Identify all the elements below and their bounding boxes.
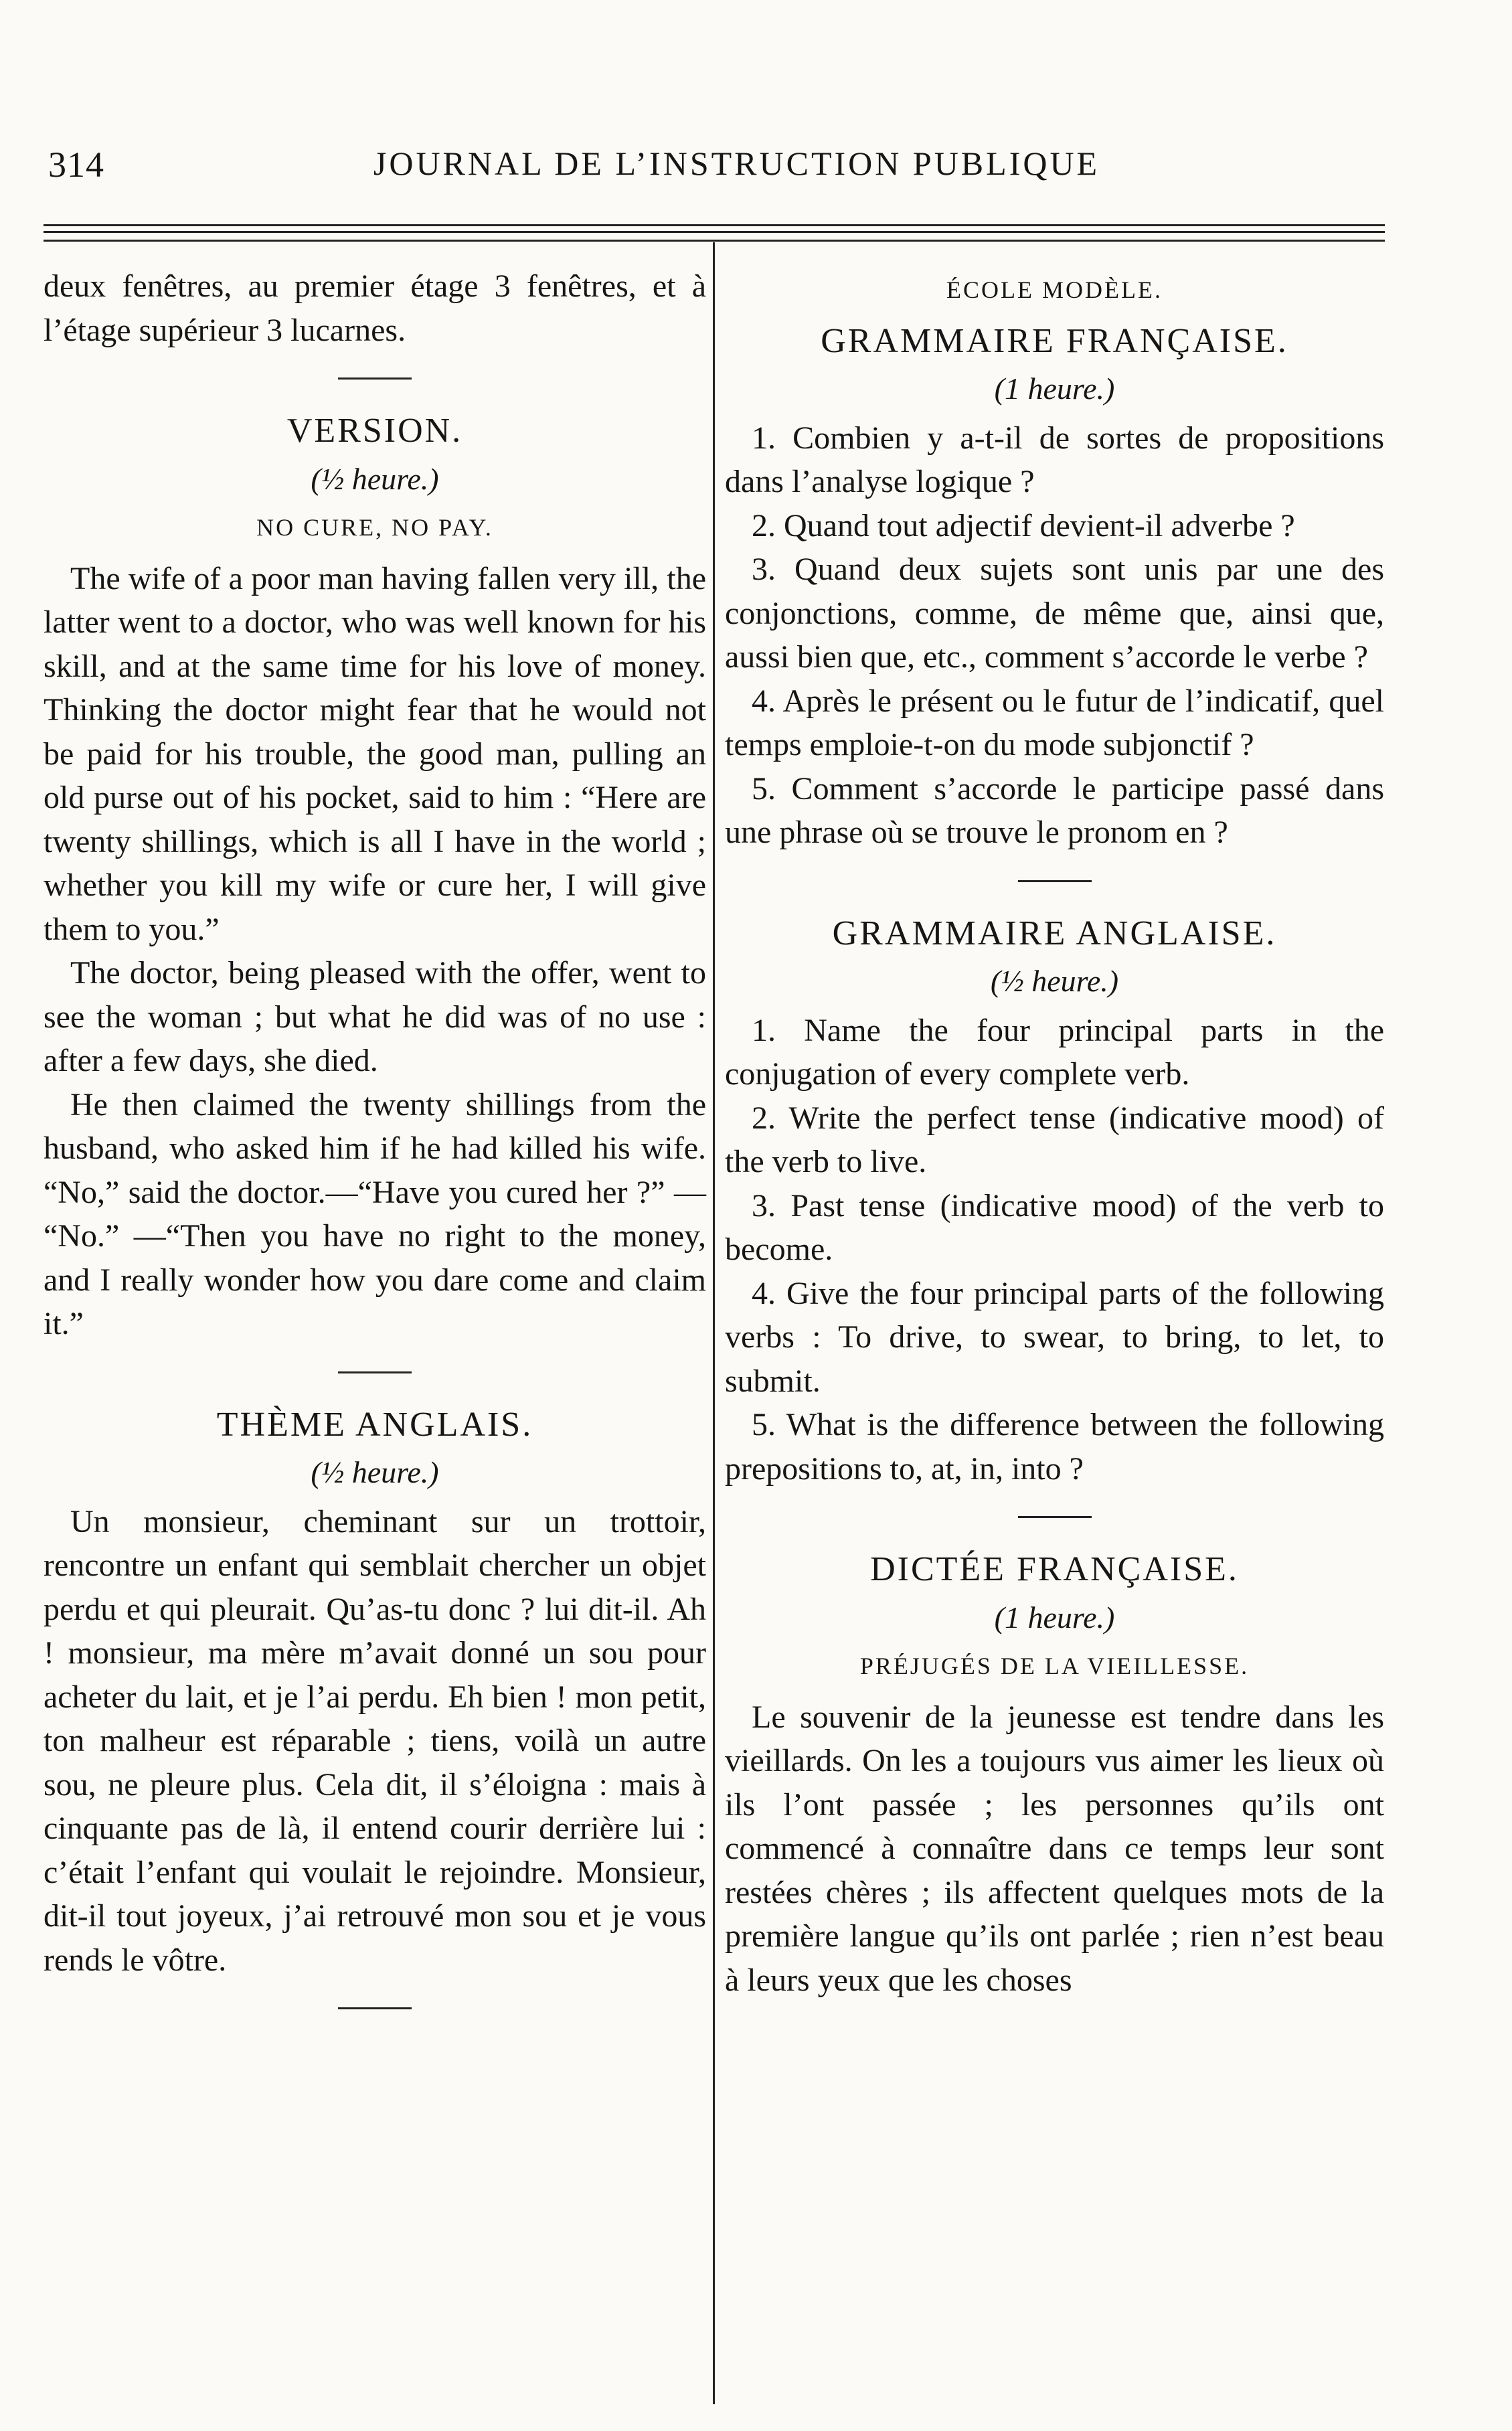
- column-divider: [713, 242, 715, 2404]
- section-divider: [338, 378, 412, 380]
- section-divider: [1018, 1516, 1092, 1518]
- question-item: 4. Après le présent ou le futur de l’indicatif, quel temps emploie-t-on du mode subjonctif ?: [725, 683, 1384, 762]
- school-label: ÉCOLE MODÈLE.: [946, 276, 1163, 303]
- section-divider: [338, 2007, 412, 2009]
- grammaire-francaise-heading: GRAMMAIRE FRANÇAISE.: [821, 321, 1288, 360]
- right-column: [725, 264, 1384, 2002]
- version-paragraph: He then claimed the twenty shillings from the husband, who asked him if he had killed his wife. “No,” said the doctor.—“Have you cured her ?” — “No.” —“Then you have no right to the money, and I really wonder how you dare come and claim it.”: [44, 1086, 706, 1341]
- dictee-heading: DICTÉE FRANÇAISE.: [870, 1550, 1239, 1588]
- continuation-text: deux fenêtres, au premier étage 3 fenêtres, et à l’étage supérieur 3 lucarnes.: [44, 268, 706, 348]
- grammaire-francaise-questions: [725, 416, 1384, 855]
- question-item: 3. Quand deux sujets sont unis par une des conjonctions, comme, de même que, ainsi que, aussi bien que, etc., comment s’accorde le verbe ?: [725, 552, 1384, 675]
- theme-heading: THÈME ANGLAIS.: [216, 1405, 533, 1444]
- header-rule: [44, 240, 1385, 242]
- section-divider: [1018, 880, 1092, 882]
- dictee-duration: (1 heure.): [994, 1600, 1115, 1634]
- question-item: 5. What is the difference between the following prepositions to, at, in, into ?: [725, 1407, 1384, 1487]
- dictee-subtitle: PRÉJUGÉS DE LA VIEILLESSE.: [859, 1653, 1250, 1679]
- page-number: 314: [48, 145, 104, 185]
- grammaire-anglaise-heading: GRAMMAIRE ANGLAISE.: [832, 914, 1277, 952]
- version-subtitle: NO CURE, NO PAY.: [256, 514, 493, 541]
- question-item: 3. Past tense (indicative mood) of the verb to become.: [725, 1187, 1384, 1267]
- dictee-paragraph: Le souvenir de la jeunesse est tendre dans les vieillards. On les a toujours vus aimer les lieux où ils l’ont passée ; les personnes qu’ils ont commencé à connaître dans ce temps leur sont restées chères ; ils affectent quelques mots de la première langue qu’ils ont parlée ; rien n’est beau à leurs yeux que les choses: [725, 1699, 1384, 1998]
- grammaire-anglaise-questions: [725, 1009, 1384, 1491]
- question-item: 1. Name the four principal parts in the conjugation of every complete verb.: [725, 1012, 1384, 1092]
- header-rule: [44, 231, 1385, 233]
- question-item: 2. Write the perfect tense (indicative mood) of the verb to live.: [725, 1100, 1384, 1179]
- question-item: 4. Give the four principal parts of the following verbs : To drive, to swear, to bring, to let, to submit.: [725, 1275, 1384, 1399]
- running-head: [48, 144, 1385, 191]
- version-paragraph: The wife of a poor man having fallen very ill, the latter went to a doctor, who was well known for his skill, and at the same time for his love of money. Thinking the doctor might fear that he would not be paid for his trouble, the good man, pulling an old purse out of his pocket, said to him : “Here are twenty shillings, which is all I have in the world ; whether you kill my wife or cure her, I will give them to you.”: [44, 560, 706, 947]
- header-rule: [44, 224, 1385, 226]
- version-heading: VERSION.: [286, 412, 463, 450]
- journal-title: JOURNAL DE L’INSTRUCTION PUBLIQUE: [373, 145, 1100, 182]
- theme-duration: (½ heure.): [311, 1455, 439, 1489]
- grammaire-anglaise-duration: (½ heure.): [990, 964, 1119, 998]
- section-divider: [338, 1371, 412, 1373]
- version-duration: (½ heure.): [311, 461, 439, 496]
- question-item: 2. Quand tout adjectif devient-il adverbe ?: [752, 507, 1295, 543]
- theme-paragraph: Un monsieur, cheminant sur un trottoir, rencontre un enfant qui semblait chercher un objet perdu et qui pleurait. Qu’as-tu donc ? lui dit-il. Ah ! monsieur, ma mère m’avait donné un sou pour acheter du lait, et je l’ai perdu. Eh bien ! mon petit, ton malheur est réparable ; tiens, voilà un autre sou, ne pleure plus. Cela dit, il s’éloigna : mais à cinquante pas de là, il entend courir derrière lui : c’était l’enfant qui voulait le rejoindre. Monsieur, dit-il tout joyeux, j’ai retrouvé mon sou et je vous rends le vôtre.: [44, 1503, 706, 1978]
- question-item: 1. Combien y a-t-il de sortes de propositions dans l’analyse logique ?: [725, 420, 1384, 499]
- grammaire-francaise-duration: (1 heure.): [994, 371, 1115, 406]
- question-item: 5. Comment s’accorde le participe passé dans une phrase où se trouve le pronom en ?: [725, 770, 1384, 850]
- left-column: [44, 264, 706, 2039]
- version-paragraph: The doctor, being pleased with the offer, went to see the woman ; but what he did was of no use : after a few days, she died.: [44, 955, 706, 1078]
